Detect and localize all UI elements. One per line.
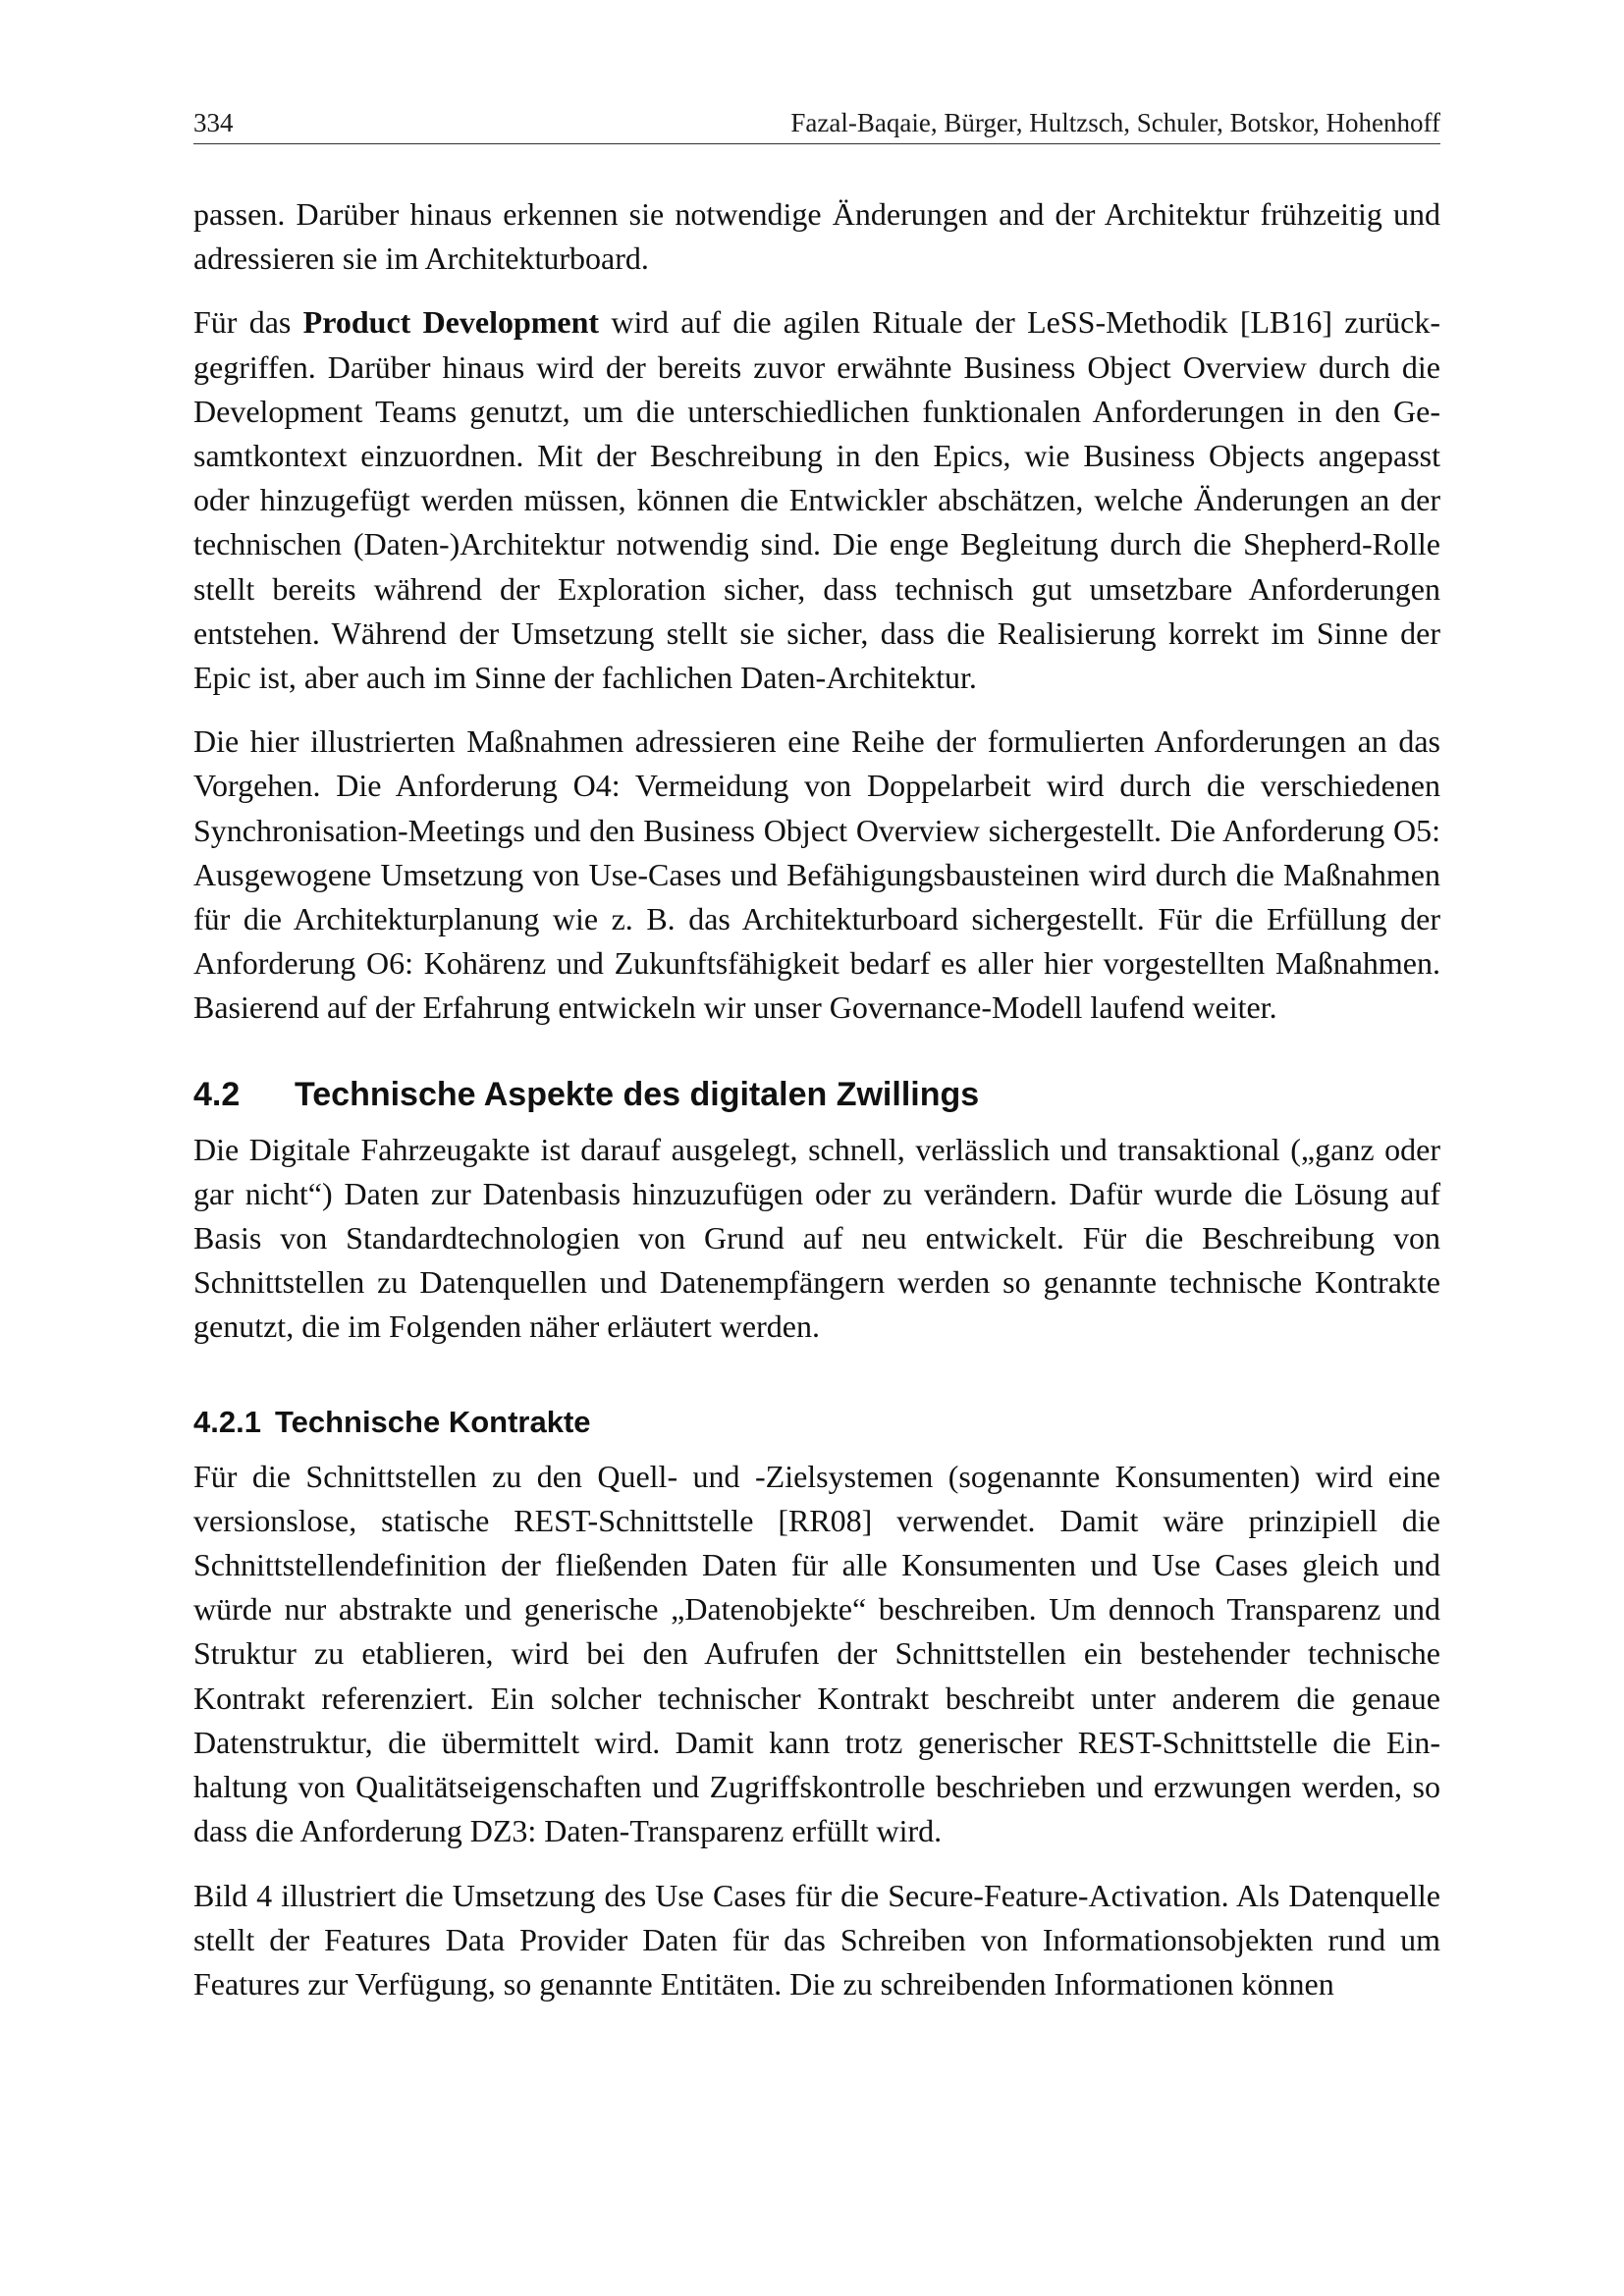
subsection-title: Technische Kontrakte — [274, 1404, 591, 1439]
paragraph: Die Digitale Fahrzeugakte ist darauf ausgelegt, schnell, verlässlich und transaktional („ganz oder gar nicht“) Daten zur Datenbasis hinzuzufügen oder zu verändern. Dafür wurde die Lösung auf Basis von Standardtechnologien von Grund auf neu entwickelt. Für die Beschreibung von Schnittstellen zu Datenquellen und Datenempfängern werden so genannte technische Kontrakte genutzt, die im Folgenden näher erläutert werden. — [193, 1131, 1440, 1345]
page-number: 334 — [193, 108, 234, 137]
paragraph: Für die Schnittstellen zu den Quell- und -Zielsystemen (sogenannte Konsumenten) wird eine versionslose, statische REST-Schnittstelle [RR08] verwendet. Damit wäre prinzipiell die Schnittstellendefinition der fließenden Daten für alle Konsumenten und Use Cases gleich und würde nur abstrakte und generische „Datenobjekte“ beschreiben. Um dennoch Transparenz und Struktur zu etablieren, wird bei den Aufrufen der Schnittstellen ein bestehender technische Kontrakt referenziert. Ein solcher technischer Kontrakt beschreibt unter anderem die genaue Datenstruktur, die übermittelt wird. Damit kann trotz generischer REST-Schnittstelle die Einhaltung von Qualitätseigenschaften und Zugriffskontrolle beschrieben und erzwungen werden, so dass die Anforderung DZ3: Daten-Transparenz erfüllt wird. — [193, 1458, 1440, 1849]
section-heading — [193, 1075, 1440, 1114]
body-text — [193, 192, 1440, 2026]
subsection-number: 4.2.1 — [193, 1404, 261, 1439]
paragraph: passen. Darüber hinaus erkennen sie notwendige Änderungen and der Architektur frühzeitig und adressieren sie im Architekturboard. — [193, 196, 1440, 277]
running-header — [193, 106, 1440, 144]
header-authors: Fazal-Baqaie, Bürger, Hultzsch, Schuler, Botskor, Hohenhoff — [790, 108, 1440, 137]
paragraph-text: wird auf die agilen Rituale der LeSS-Methodik [LB16] zurückgegriffen. Darüber hinaus wird der bereits zuvor erwähnte Business Object Overview durch die Development Teams genutzt, um die unterschiedlichen funktionalen Anforderungen in den Gesamtkontext einzuordnen. Mit der Beschreibung in den Epics, wie Business Objects angepasst oder hinzugefügt werden müssen, können die Entwickler abschätzen, welche Änderungen an der technischen (Daten-)Architektur notwendig sind. Die enge Begleitung durch die Shepherd-Rolle stellt bereits während der Exploration sicher, dass technisch gut umsetzbare Anforderungen entstehen. Während der Umsetzung stellt sie sicher, dass die Realisierung korrekt im Sinne der Epic ist, aber auch im Sinne der fachlichen Daten-Architektur. — [193, 304, 1441, 696]
section-title: Technische Aspekte des digitalen Zwillings — [295, 1075, 980, 1113]
paragraph — [193, 300, 1440, 700]
paragraph-text: Für das — [193, 304, 303, 341]
section-number: 4.2 — [193, 1075, 241, 1113]
paragraph: Bild 4 illustriert die Umsetzung des Use Cases für die Secure-Feature-Activation. Als Datenquelle stellt der Features Data Provider Daten für das Schreiben von Informationsobjekten rund um Features zur Verfügung, so genannte Entitäten. Die zu schreibenden Informationen können — [193, 1877, 1440, 2002]
subsection-heading — [193, 1404, 1440, 1441]
bold-term: Product Development — [302, 304, 600, 341]
paragraph: Die hier illustrierten Maßnahmen adressieren eine Reihe der formulierten Anforderungen an das Vorgehen. Die Anforderung O4: Vermeidung von Doppelarbeit wird durch die verschiedenen Synchronisation-Meetings und den Business Object Overview sichergestellt. Die Anforderung O5: Ausgewogene Umsetzung von Use-Cases und Befähigungsbausteinen wird durch die Maßnahmen für die Architekturplanung wie z. B. das Architekturboard sichergestellt. Für die Erfüllung der Anforderung O6: Kohärenz und Zukunftsfähigkeit bedarf es aller hier vorgestellten Maßnahmen. Basierend auf der Erfahrung entwickeln wir unser Governance-Modell laufend weiter. — [193, 723, 1440, 1026]
